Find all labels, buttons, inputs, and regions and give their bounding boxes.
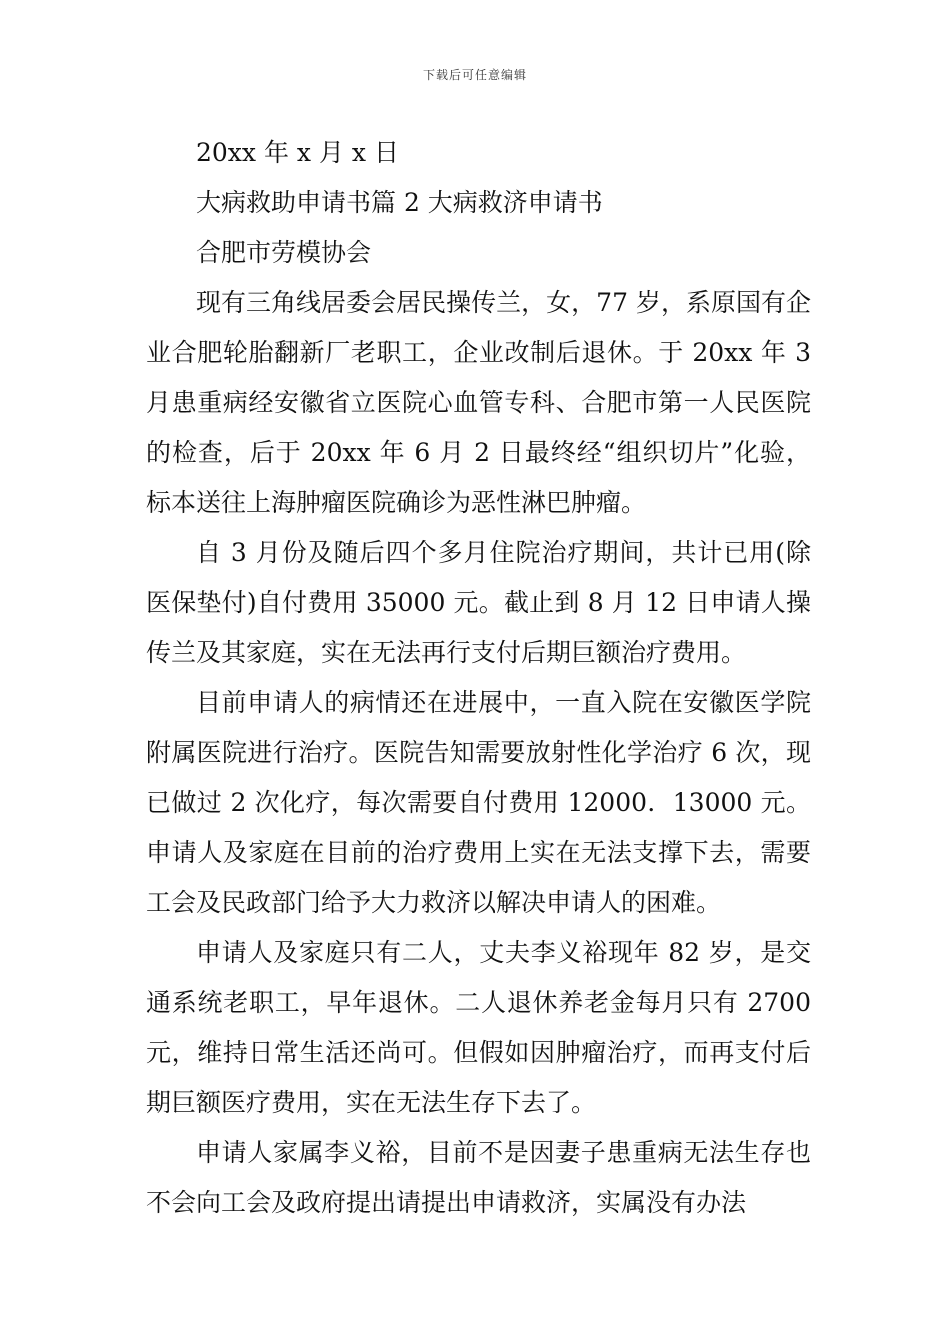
paragraph-2: 自 3 月份及随后四个多月住院治疗期间，共计已用(除医保垫付)自付费用 35000 元。截止到 8 月 12 日申请人操传兰及其家庭，实在无法再行支付后期巨额治疗费用。 — [146, 538, 811, 667]
paragraph-5: 申请人家属李义裕，目前不是因妻子患重病无法生存也不会向工会及政府提出请提出申请救济，实属没有办法 — [146, 1138, 811, 1217]
addressee: 合肥市劳模协会 — [196, 238, 372, 267]
paragraph-1: 现有三角线居委会居民操传兰，女，77 岁，系原国有企业合肥轮胎翻新厂老职工，企业改制后退休。于 20xx 年 3 月患重病经安徽省立医院心血管专科、合肥市第一人民医院的检查，后于 20xx 年 6 月 2 日最终经“组织切片”化验，标本送往上海肿瘤医院确诊为恶性淋巴肿瘤。 — [146, 288, 811, 517]
header-note: 下载后可任意编辑 — [422, 68, 527, 82]
document-heading: 大病救助申请书篇 2 大病救济申请书 — [196, 188, 603, 217]
document-body — [146, 128, 811, 1228]
date-line: 20xx 年 x 月 x 日 — [196, 138, 399, 167]
paragraph-4: 申请人及家庭只有二人，丈夫李义裕现年 82 岁，是交通系统老职工，早年退休。二人退休养老金每月只有 2700 元，维持日常生活还尚可。但假如因肿瘤治疗，而再支付后期巨额医疗费用，实在无法生存下去了。 — [146, 938, 811, 1117]
paragraph-3: 目前申请人的病情还在进展中，一直入院在安徽医学院附属医院进行治疗。医院告知需要放射性化学治疗 6 次，现已做过 2 次化疗，每次需要自付费用 12000．13000 元。申请人及家庭在目前的治疗费用上实在无法支撑下去，需要工会及民政部门给予大力救济以解决申请人的困难。 — [146, 688, 811, 917]
